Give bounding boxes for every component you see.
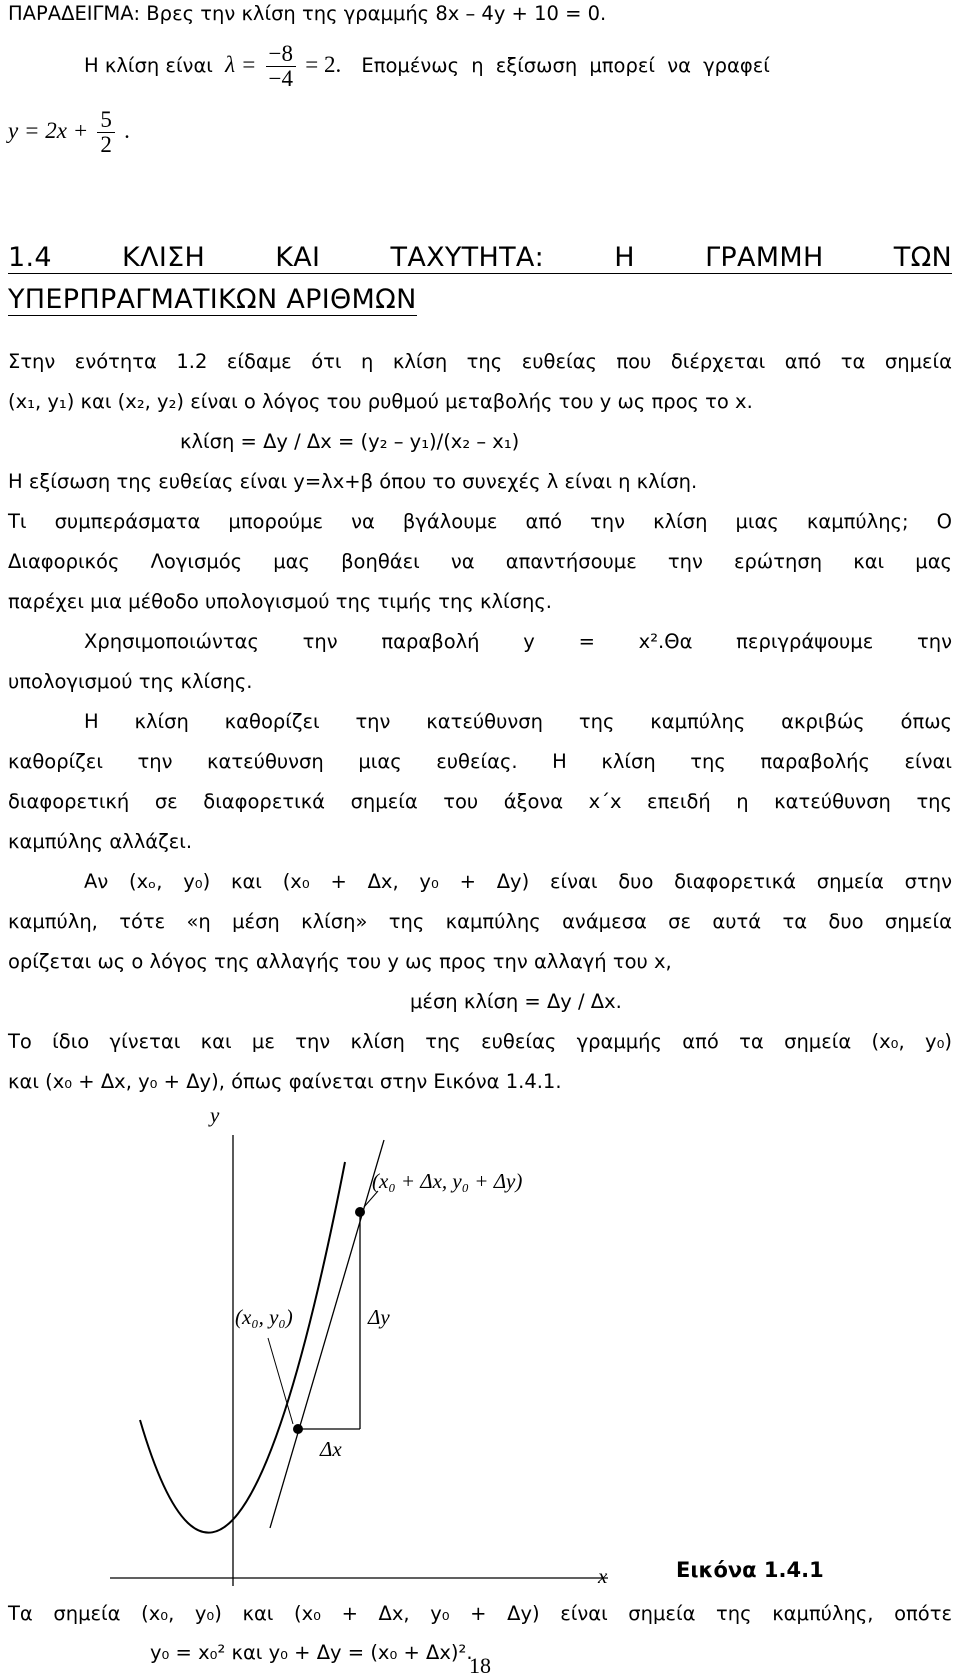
point2-label: (x₀ + Δx, y₀ + Δy) (372, 1169, 523, 1193)
body-line: Η εξίσωση της ευθείας είναι y=λx+β όπου το συνεχές λ είναι η κλίση. (8, 470, 698, 493)
parabola-curve (140, 1162, 345, 1533)
example-title: ΠΑΡΑΔΕΙΓΜΑ: Βρες την κλίση της γραμμής 8x – 4y + 10 = 0. (8, 2, 607, 25)
closing-line1: Τα σημεία (x₀, y₀) και (x₀ + Δx, y₀ + Δy) είναι σημεία της καμπύλης, οπότε (8, 1602, 952, 1625)
body-line: και (x₀ + Δx, y₀ + Δy), όπως φαίνεται στην Εικόνα 1.4.1. (8, 1070, 562, 1093)
dx-label: Δx (320, 1437, 342, 1461)
secant-line (270, 1140, 384, 1528)
body-line: υπολογισμού της κλίσης. (8, 670, 253, 693)
y-axis-label: y (210, 1103, 220, 1127)
body-line: Η κλίση καθορίζει την κατεύθυνση της καμπύλης ακριβώς όπως (84, 710, 952, 733)
x-axis-label: x (598, 1564, 608, 1588)
body-line: καμπύλη, τότε «η μέση κλίση» της καμπύλης ανάμεσα σε αυτά τα δυο σημεία (8, 910, 952, 933)
body-line: Στην ενότητα 1.2 είδαμε ότι η κλίση της ευθείας που διέρχεται από τα σημεία (8, 350, 952, 373)
body-line: καμπύλης αλλάζει. (8, 830, 193, 853)
body-line: Χρησιμοποιώντας την παραβολή y = x².Θα περιγράψουμε την (84, 630, 952, 653)
point1-label: (x₀, y₀) (235, 1305, 293, 1329)
body-line: Διαφορικός Λογισμός μας βοηθάει να απαντήσουμε την ερώτηση και μας (8, 550, 952, 573)
section-heading-text1: 1.4 ΚΛΙΣΗ ΚΑΙ ΤΑΧΥΤΗΤΑ: Η ΓΡΑΜΜΗ ΤΩΝ (8, 242, 952, 273)
figure-caption: Εικόνα 1.4.1 (676, 1558, 824, 1582)
slope-result: = 2. (305, 52, 342, 78)
page-number: 18 (469, 1653, 491, 1678)
closing-line2: y₀ = x₀² και y₀ + Δy = (x₀ + Δx)². (150, 1641, 473, 1664)
body-line: παρέχει μια μέθοδο υπολογισμού της τιμής της κλίσης. (8, 590, 553, 613)
body-line: ορίζεται ως ο λόγος της αλλαγής του y ως προς την αλλαγή του x, (8, 950, 672, 973)
body-line: Τι συμπεράσματα μπορούμε να βγάλουμε από την κλίση μιας καμπύλης; Ο (8, 510, 952, 533)
y-denominator: 2 (100, 132, 112, 158)
mean-slope-formula: μέση κλίση = Δy / Δx. (410, 990, 622, 1013)
section-heading-text2: ΥΠΕΡΠΡΑΓΜΑΤΙΚΩΝ ΑΡΙΘΜΩΝ (8, 284, 417, 315)
body-line: Αν (xₒ, y₀) και (x₀ + Δx, y₀ + Δy) είναι δυο διαφορετικά σημεία στην (84, 870, 952, 893)
slope-formula: κλίση = Δy / Δx = (y₂ – y₁)/(x₂ – x₁) (180, 430, 520, 453)
y-numerator: 5 (97, 108, 115, 133)
slope-suffix: Επομένως η εξίσωση μπορεί να γραφεί (361, 54, 770, 78)
lambda-eq: λ = (225, 52, 257, 78)
pointer-line (268, 1338, 293, 1424)
body-line: διαφορετική σε διαφορετικά σημεία του άξονα x΄x επειδή η κατεύθυνση της (8, 790, 952, 813)
point-x0dx-y0dy (355, 1207, 365, 1217)
slope-denominator: −4 (268, 66, 294, 92)
slope-numerator: −8 (266, 42, 296, 67)
y-eq: y = 2x + (8, 118, 89, 144)
dy-label: Δy (368, 1305, 390, 1329)
point-x0-y0 (293, 1424, 303, 1434)
slope-prefix: Η κλίση είναι (84, 54, 213, 78)
body-line: καθορίζει την κατεύθυνση μιας ευθείας. Η κλίση της παραβολής είναι (8, 750, 952, 773)
body-line: (x₁, y₁) και (x₂, y₂) είναι ο λόγος του ρυθμού μεταβολής του y ως προς το x. (8, 390, 753, 413)
body-line: Το ίδιο γίνεται και με την κλίση της ευθείας γραμμής από τα σημεία (x₀, y₀) (8, 1030, 952, 1053)
y-eq-end: . (124, 118, 130, 144)
